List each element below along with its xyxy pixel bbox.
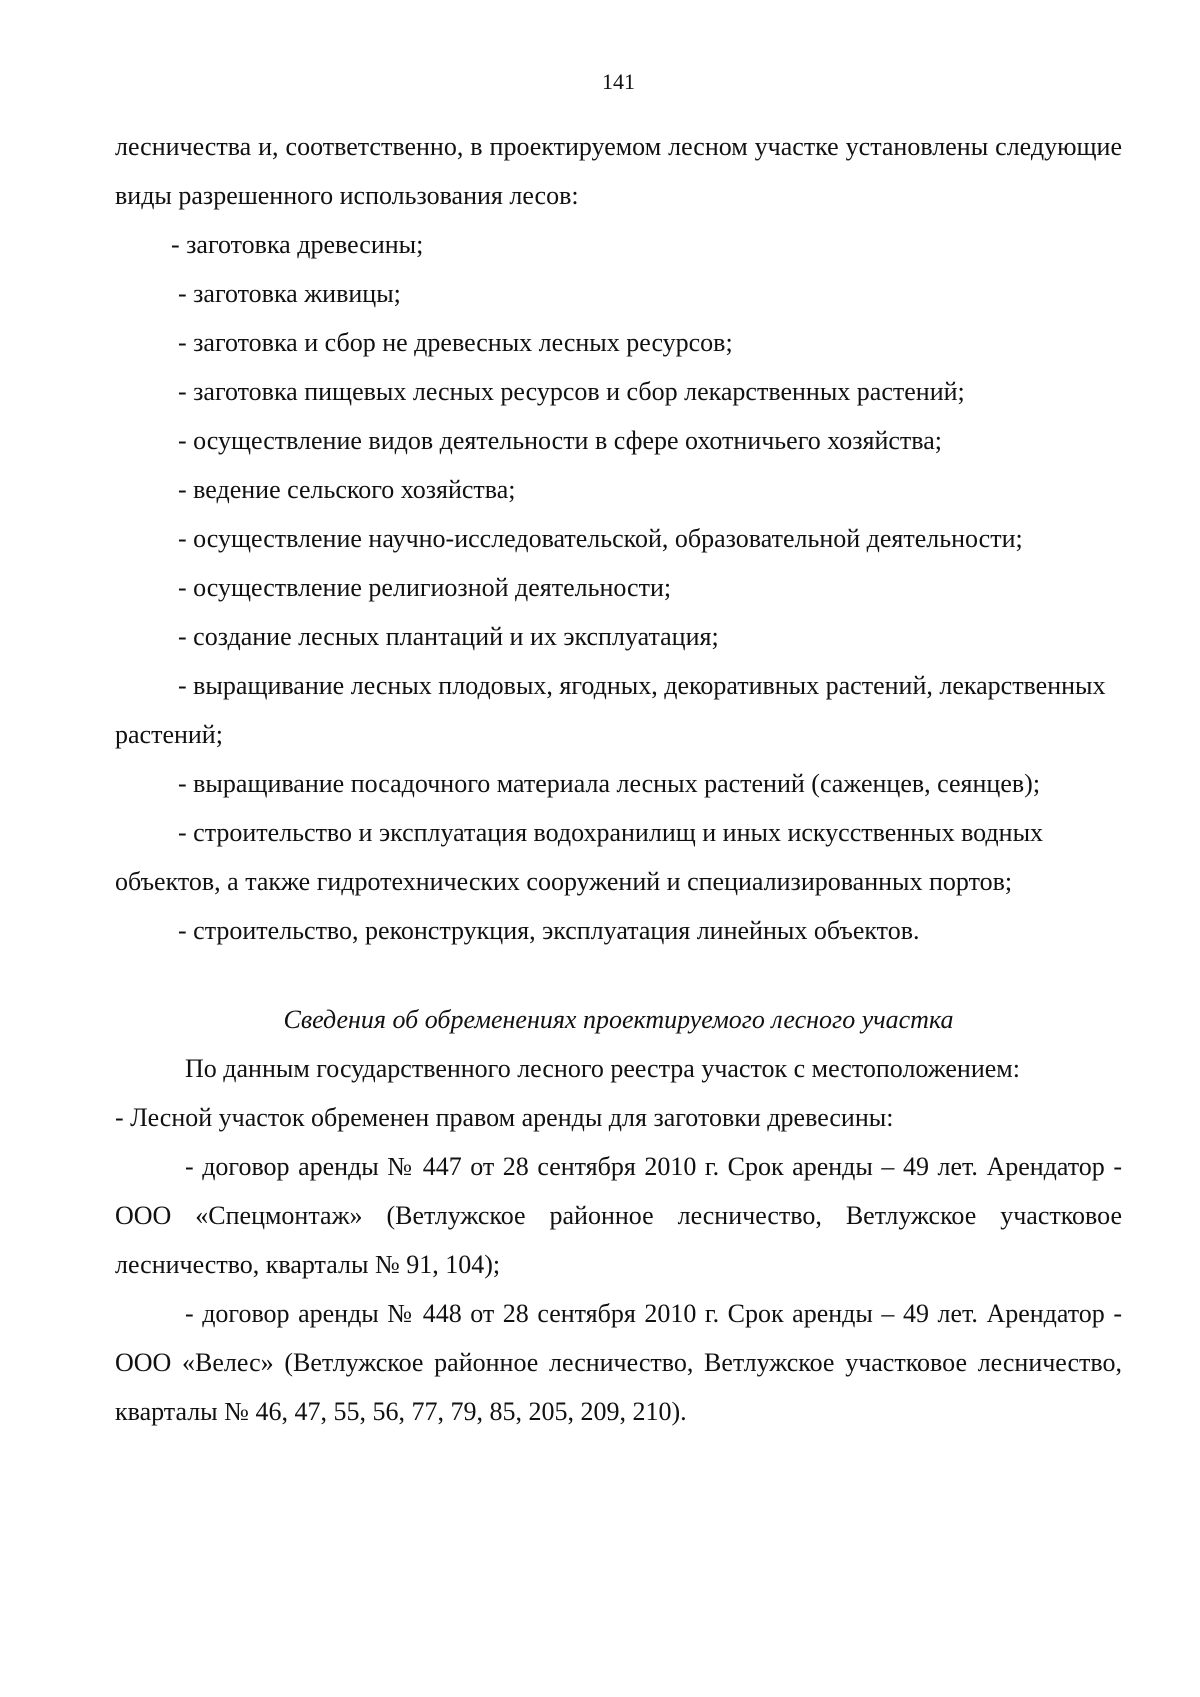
list-item: - заготовка древесины; [171, 230, 424, 259]
list-item: - ведение сельского хозяйства; [178, 475, 516, 504]
lease-contract: - договор аренды № 447 от 28 сентября 2010 г. Срок аренды – 49 лет. Арендатор - ООО «Спецмонтаж» (Ветлужское районное лесничество, Ветлужское участковое лесничество, кварталы № 91, 104); [115, 1152, 1122, 1279]
list-item: - заготовка живицы; [178, 279, 401, 308]
list-item: - осуществление религиозной деятельности; [178, 573, 672, 602]
list-item: - заготовка и сбор не древесных лесных ресурсов; [178, 328, 733, 357]
permitted-uses-list [115, 220, 1122, 955]
list-item: - создание лесных плантаций и их эксплуатация; [178, 622, 719, 651]
document-body [115, 122, 1122, 1436]
list-item: - заготовка пищевых лесных ресурсов и сбор лекарственных растений; [178, 377, 965, 406]
registry-intro: По данным государственного лесного реестра участок с местоположением: [185, 1054, 1020, 1083]
list-item: - строительство и эксплуатация водохранилищ и иных искусственных водных объектов, а также гидротехнических сооружений и специализированных портов; [115, 818, 1044, 896]
list-item: - выращивание посадочного материала лесных растений (саженцев, сеянцев); [178, 769, 1041, 798]
section-heading: Сведения об обременениях проектируемого лесного участка [283, 1005, 954, 1034]
page-number: 141 [602, 69, 635, 94]
lease-contract: - договор аренды № 448 от 28 сентября 2010 г. Срок аренды – 49 лет. Арендатор - ООО «Велес» (Ветлужское районное лесничество, Ветлужское участковое лесничество, кварталы № 46, 47, 55, 56, 77, 79, 85, 205, 209, 210). [115, 1299, 1122, 1426]
list-item: - строительство, реконструкция, эксплуатация линейных объектов. [178, 916, 920, 945]
list-item: - осуществление видов деятельности в сфере охотничьего хозяйства; [178, 426, 942, 455]
intro-paragraph: лесничества и, соответственно, в проектируемом лесном участке установлены следующие виды разрешенного использования лесов: [115, 132, 1122, 210]
list-item: - выращивание лесных плодовых, ягодных, декоративных растений, лекарственных растений; [115, 671, 1106, 749]
encumbrance-statement: - Лесной участок обременен правом аренды для заготовки древесины: [115, 1103, 894, 1132]
list-item: - осуществление научно-исследовательской, образовательной деятельности; [178, 524, 1023, 553]
